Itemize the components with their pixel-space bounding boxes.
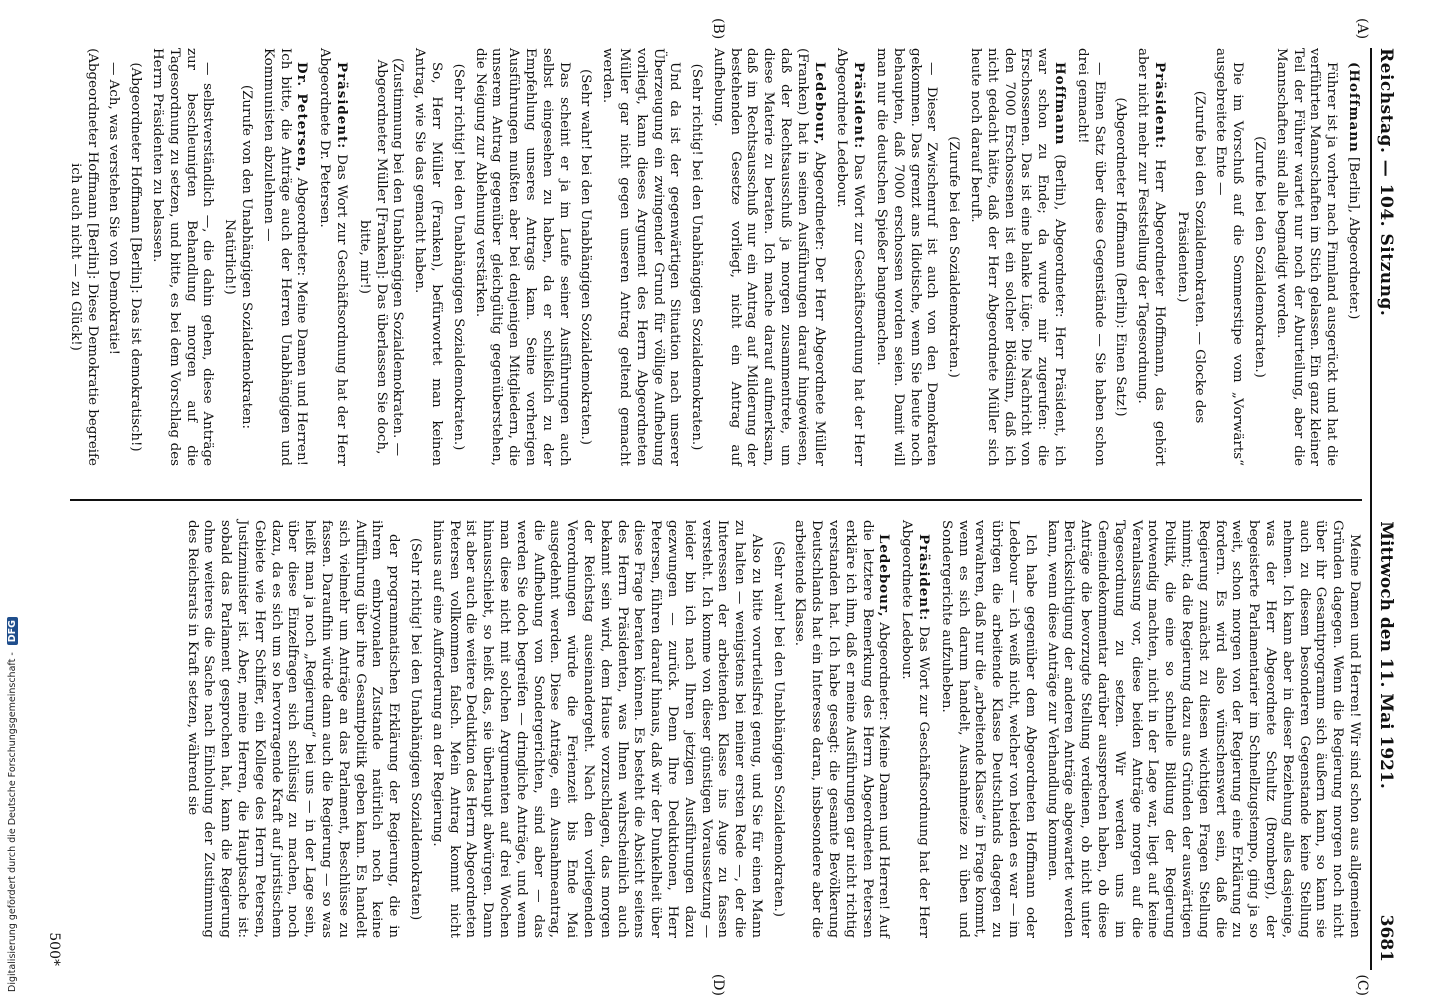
paragraph-text: Meine Damen und Herren! Wir sind schon aus allgemeinen Gründen dagegen. Wenn die Regierung morgen noch nicht über ihr Gesamtprogramm sich äußern kann, so kann sie auch zu diesem besonderen Gegenstande keine Stellung nehmen. Ich kann aber in dieser Beziehung alles dasjenige, was der Herr Abgeordnete Schultz (Bromberg), der begeisterte Parlamentarier im Schnellzugstempo, ging ja so weit, schon morgen von der Regierung eine Erklärung zu fordern. Es wird also wünschenswert sein, daß die Regierung zunächst zu diesen wichtigen Fragen Stellung nimmt; da die Regierung dazu aus Gründen der auswärtigen Politik, die eine so schnelle Bildung der Regierung notwendig machten, nicht in der Lage war, liegt auf keine Veranlassung vor, diese beiden Anträge morgen auf die Tagesordnung zu setzen. Wir werden uns im Gemeindekommentar darüber aussprechen haben, ob diese Anträge die bevorzugte Stellung verdienen, ob nicht unter Berücksichtigung der anderen Anträge abgewartet werden kann, wenn diese Anträge zur Verhandlung kommen. (1044, 520, 1362, 938)
paragraph-text: Die im Vorschuß auf die Sommerstipe vom „Vorwärts“ ausgebreitete Ente — (1213, 48, 1246, 466)
paragraph-text: Herr Abgeordneter Hoffmann, das gehört aber nicht mehr zur Feststellung der Tagesordnung. (1135, 48, 1168, 466)
paragraph-text: (Zustimmung bei den Unabhängigen Sozialdemokraten. — Abgeordneter Müller [Franken]: Das überlassen Sie doch, bitte, mir!) (356, 58, 406, 456)
interjection (1250, 48, 1267, 466)
paragraph (1344, 48, 1362, 466)
paragraph (428, 520, 764, 938)
paragraph (315, 48, 350, 466)
interjection (220, 48, 254, 466)
paragraph (1212, 48, 1246, 466)
header-session-title: Reichstag. — 104. Sitzung. (1376, 48, 1396, 317)
interjection (1112, 48, 1129, 466)
paragraph (937, 520, 1038, 938)
paragraph-text: Das Wort zur Geschäftsordnung hat der Herr Abgeordnete Ledebour. (899, 520, 932, 938)
paragraph (1272, 48, 1339, 466)
paragraph-text: (Sehr wahr! bei den Unabhängigen Sozialdemokraten.) (770, 540, 786, 918)
paragraph-text: Ich habe gegenüber dem Abgeordneten Hoffmann oder Ledebour — ich weiß nicht, welcher von beiden es war — im übrigen die arbeitende Klasse Deutschlands dagegen zu verwahren, daß nur die „arbeitende Klasse“ in Frage kommt, wenn es sich darum handelt, Ausnahmeize zu üben und Sondergerichte aufzuheben. (938, 520, 1038, 938)
paragraph (105, 48, 122, 466)
margin-letter-d: (D) (710, 973, 726, 996)
credit-text: Digitalisierung gefördert durch die Deutsche Forschungsgemeinschaft - (7, 652, 18, 992)
paragraph-text: (Sehr richtig! bei den Unabhängigen Sozialdemokraten) (407, 537, 423, 921)
paragraph (1043, 520, 1362, 938)
paragraph-text: (Zurufe bei den Sozialdemokraten. — Glocke des Präsidenten.) (1174, 90, 1207, 424)
speaker-name: Dr. Petersen, (294, 62, 311, 173)
paragraph-text: Abgeordneter: Meine Damen und Herren! Auf die letztere Bemerkung des Herrn Abgeordneten Petersen erkläre ich ihm, daß er meine Ausführungen gar nicht richtig verstanden hat. Ich habe gesagt: die gesamte Bevölkerung Deutschlands hat ein Interesse daran, insbesondere aber die arbeitende Klasse. (792, 520, 892, 938)
digitization-credit (7, 617, 18, 992)
paragraph-text: Also zu bitte vorurteilsfrei genug, und Sie für einen Mann zu halten — wenigstens bei meiner ersten Rede —, der die Interessen der arbeitenden Klasse ins Auge zu fassen versteht. Ich komme von dieser günstigen Voraussetzung — leider bin ich nach Ihren jetzigen Ausführungen dazu gezwungen — zurück. Denn Ihre Deduktionen, Herr Petersen, führen darauf hinaus, daß wir der Dunkelheit über diese Frage beraten können. Es besteht die Absicht seitens des Herrn Präsidenten, was Ihnen wahrscheinlich auch bekannt sein wird, dem Hause vorzuschlagen, das morgen der Reichstag auseinandergeht. Nach den vorliegenden Verordnungen würde die Ferienzeit bis Ende Mai ausgedehnt werden. Diese Anträge, ein Ausnahmeantrag, die Aufhebung von Sondergerichten, sind aber — das werden Sie doch begreifen — dringliche Anträge, und wenn man diese nicht mit solchen Argumenten auf drei Wochen hinausschiebt, so heißt das, sie überhaupt abwürgen. Dann ist aber auch die weitere Deduktion des Herrn Abgeordneten Petersen vollkommen falsch. Mein Antrag kommt nicht hinaus auf eine Aufforderung an der Regierung. (429, 520, 764, 938)
paragraph-text: — Ach, was verstehen Sie von Demokratie! (106, 62, 122, 356)
paragraph (709, 48, 828, 466)
speaker-name: Hoffmann (1052, 62, 1069, 146)
paragraph-text: Das scheint er ja im Laufe seiner Ausführungen auch selbst eingesehen zu haben, da er schließlich zu der Empfehlung unseres Antrags kam. Seine vorherigen Ausführungen mußten aber bei denjenigen Mitgliedern, die unserem Antrag gegenüber gleichgültig gegenüberstehen, die Neigung zur Ablehnung verstärken. (472, 48, 572, 466)
paragraph-text: (Berlin), Abgeordneter: Herr Präsident, ich war schon zu Ende; da wurde mir zugerufen: die Erschossenen. Das ist eine blanke Lüge. Die Nachricht von den 7000 Erschossenen ist ein solcher Blödsinn, daß ich nicht gedacht hätte, daß der Herr Abgeordnete Müller sich heute noch darauf beruft. (968, 48, 1068, 466)
paragraph-text: — selbstverständlich —, die dahin gehen, diese Anträge zur beschleunigten Behandlung morgen auf die Tagesordnung zu setzen, und bitte, es bei dem Vorschlag des Herrn Präsidenten zu belassen. (150, 48, 216, 466)
paragraph (471, 48, 572, 466)
interjection (944, 48, 961, 466)
margin-letter-b: (B) (710, 18, 726, 40)
paragraph-text: — Dieser Zwischenruf ist auch von den Demokraten gekommen. Das grenzt ans Idiotische, wenn Sie heute noch behaupten, daß 7000 erschossen worden seien. Damit will man nur die deutschen Spießer bangemachen. (874, 48, 940, 466)
speaker-name: (Hoffmann (1346, 62, 1362, 153)
header-date-page (1376, 521, 1396, 962)
paragraph (966, 48, 1068, 466)
header-date: Mittwoch den 11. Mai 1921. (1376, 521, 1396, 789)
interjection (687, 48, 704, 466)
speaker-name: Präsident: (1152, 62, 1169, 150)
page-header (1370, 48, 1398, 970)
paragraph-text: (Abgeordneter Hoffmann [Berlin]: Das ist demokratisch!) (128, 62, 144, 452)
interjection (66, 48, 100, 466)
paragraph (410, 48, 444, 466)
paragraph-text: (Zurufe bei den Sozialdemokraten.) (1252, 136, 1268, 378)
paragraph-text: der programmatischen Erklärung der Regierung, die in ihrem embryonalen Zustande natürlich noch keine Aufführung über ihre Gesamtpolitik geben kann. Es handelt sich vielmehr um Anträge an das Parlament, Beschlüsse zu fassen. Daraufhin würde dann auch die Regierung — so was heißt man ja noch „Regierung“ bei uns — in der Lage sein, über diese Einzelfragen sich schlüssig zu machen, noch dazu, da es sich um so hervorragende Kraft auf juristischem Gebiete wie Herr Schiffer, ein Kollege des Herrn Petersen, Justizminister ist. Aber, meine Herren, die Hauptsache ist: sobald das Parlament gesprochen hat, kann die Regierung ohne weiteres die Sache nach Einholung der Zustimmung des Reichsrats in Kraft setzen, während sie (184, 520, 402, 938)
paragraph-text: — Einen Satz über diese Gegenstände — Sie haben schon drei gemacht! (1074, 48, 1107, 466)
paragraph-text: Das Wort zur Geschäftsordnung hat der Herr Abgeordnete Ledebour. (834, 48, 867, 466)
paragraph-text: Das Wort zur Geschäftsordnung hat der Herr Abgeordnete Dr. Petersen. (317, 48, 349, 466)
interjection (449, 48, 466, 466)
interjection (769, 520, 786, 938)
paragraph-text: (Zurufe von den Unabhängigen Sozialdemokraten: Natürlich!) (222, 84, 254, 430)
paragraph (259, 48, 310, 466)
paragraph-text: (Sehr richtig! bei den Unabhängigen Sozialdemokraten.) (689, 63, 705, 451)
signature-mark: 500* (46, 932, 62, 966)
page-number: 3681 (1376, 914, 1396, 962)
speaker-name: Präsident: (916, 534, 933, 622)
paragraph (897, 520, 932, 938)
paragraph-text: So, Herr Müller (Franken), befürwortet man keinen Antrag, wie Sie das gemacht haben. (412, 48, 444, 466)
paragraph-text: [Berlin], Abgeordneter.) (1346, 152, 1361, 320)
interjection (406, 520, 423, 938)
paragraph-text: (Zurufe bei den Sozialdemokraten.) (946, 136, 962, 378)
paragraph (183, 520, 401, 938)
paragraph-text: Abgeordneter: Meine Damen und Herren! Ich bitte, die Anträge auch der Herren Unabhängigen und Kommunisten abzulehnen — (260, 48, 310, 466)
margin-letter-a: (A) (1354, 18, 1370, 40)
paragraph-text: Und da ist der gegenwärtigen Situation nach unserer Überzeugung ein zwingender Grund für völlige Aufhebung vorliegt, kann dieses Argument des Herrn Abgeordneten Müller gar nicht gegen unseren Antrag geltend gemacht werden. (600, 48, 683, 466)
right-column (70, 514, 1362, 938)
speaker-name: Präsident: (333, 62, 350, 150)
paragraph (598, 48, 682, 466)
interjection (577, 48, 594, 466)
paragraph-text: (Abgeordneter Hoffmann (Berlin): Einen Satz!) (1113, 97, 1129, 417)
speaker-name: Präsident: (851, 62, 868, 150)
interjection (1173, 48, 1207, 466)
paragraph (1073, 48, 1107, 466)
paragraph-text: (Abgeordneter Hoffmann [Berlin]: Diese Demokratie begreife ich auch nicht — zu Glück!) (67, 48, 100, 466)
paragraph-text: (Sehr richtig! bei den Unabhängigen Sozialdemokraten.) (450, 63, 466, 451)
column-divider (70, 499, 1362, 501)
paragraph-text: Führer ist ja vorher nach Finnland ausgerückt und hat die verführten Mannschaften im Stich gelassen. Ein ganz kleiner Teil der Führer wartet nur noch der Aburteilung, aber die Mannschaften sind alle begnadigt worden. (1273, 48, 1340, 466)
paragraph (833, 48, 868, 466)
paragraph (872, 48, 939, 466)
paragraph-text: (Sehr wahr! bei den Unabhängigen Sozialdemokraten.) (578, 68, 594, 446)
paragraph (1133, 48, 1168, 466)
paragraph (791, 520, 893, 938)
interjection (126, 48, 143, 466)
interjection (355, 48, 405, 466)
paragraph (148, 48, 215, 466)
left-column (67, 48, 1362, 472)
speaker-name: Ledebour, (876, 534, 893, 618)
paragraph-text: Abgeordneter: Der Herr Abgeordnete Müller (Franken) hat in seinen Ausführungen darauf hingewiesen, daß der Rechtsausschuß ja morgen zusammentrete, um diese Materie zu beraten. Ich mache darauf aufmerksam, daß im Rechtsausschuß nur ein Antrag auf Milderung der bestehenden Gesetze vorliegt, nicht ein Antrag auf Aufhebung. (710, 48, 827, 466)
dfg-logo: DFG (7, 617, 18, 645)
text-columns (67, 48, 1362, 970)
speaker-name: Ledebour, (811, 62, 828, 146)
margin-letter-c: (C) (1354, 974, 1370, 996)
